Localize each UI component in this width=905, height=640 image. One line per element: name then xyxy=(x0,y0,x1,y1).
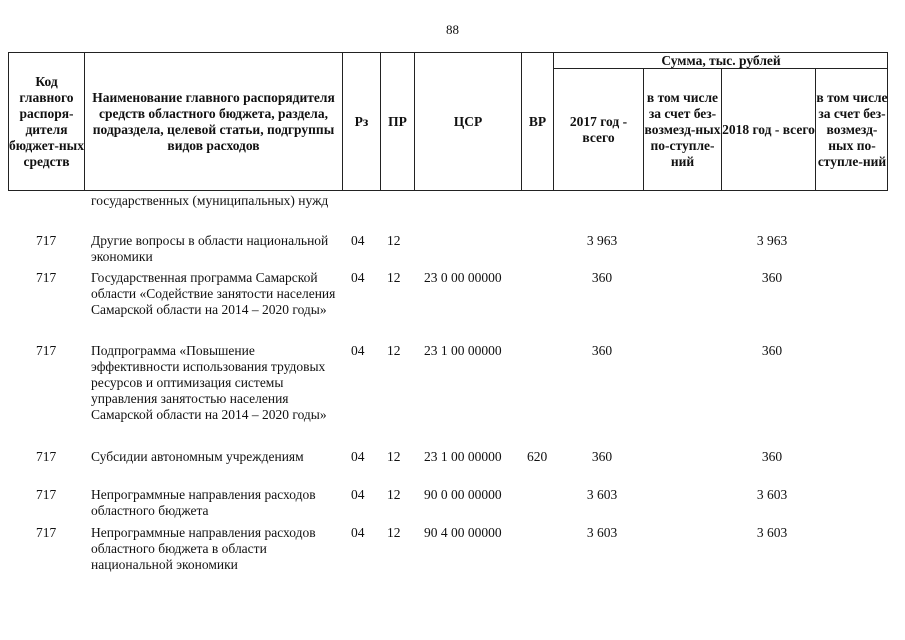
row-rz: 04 xyxy=(351,233,365,248)
row-pr: 12 xyxy=(387,270,401,285)
row-sum-2017: 360 xyxy=(591,270,613,285)
row-csr: 23 0 00 00000 xyxy=(424,270,502,285)
header-name: Наименование главного распорядителя средств областного бюджета, раздела, подраздела, целевой статьи, подгруппы видов расходов xyxy=(92,89,335,153)
header-2018-incl: в том числе за счет без-возмезд-ных по-ступле-ний xyxy=(816,89,888,169)
header-rz: Рз xyxy=(354,113,369,129)
table-header xyxy=(8,52,888,191)
row-sum-2017: 360 xyxy=(591,343,613,358)
row-name: Непрограммные направления расходов областного бюджета в области национальной экономики xyxy=(91,525,316,572)
row-pr: 12 xyxy=(387,449,401,464)
row-sum-2017: 3 603 xyxy=(586,525,618,540)
row-sum-2018: 360 xyxy=(761,270,783,285)
header-vr: ВР xyxy=(528,113,547,129)
row-name: государственных (муниципальных) нужд xyxy=(91,193,329,208)
row-sum-2018: 3 963 xyxy=(756,233,788,248)
row-sum-2017: 3 603 xyxy=(586,487,618,502)
row-csr: 90 4 00 00000 xyxy=(424,525,502,540)
row-pr: 12 xyxy=(387,487,401,502)
row-rz: 04 xyxy=(351,343,365,358)
header-2018-total: 2018 год - всего xyxy=(722,121,815,137)
row-name: Подпрограмма «Повышение эффективности использования трудовых ресурсов и оптимизация системы управления занятостью населения Самарской области на 2014 – 2020 годы» xyxy=(91,343,327,422)
row-csr: 90 0 00 00000 xyxy=(424,487,502,502)
row-code: 717 xyxy=(36,343,57,358)
header-code: Код главного распоря-дителя бюджет-ных средств xyxy=(9,73,84,169)
row-vr: 620 xyxy=(527,449,548,464)
row-csr: 23 1 00 00000 xyxy=(424,449,502,464)
row-csr: 23 1 00 00000 xyxy=(424,343,502,358)
row-sum-2018: 3 603 xyxy=(756,525,788,540)
row-pr: 12 xyxy=(387,343,401,358)
row-name: Другие вопросы в области национальной экономики xyxy=(91,233,329,264)
row-name: Субсидии автономным учреждениям xyxy=(91,449,304,464)
page-number: 88 xyxy=(446,22,459,37)
header-pr: ПР xyxy=(388,113,407,129)
row-rz: 04 xyxy=(351,487,365,502)
row-sum-2018: 360 xyxy=(761,343,783,358)
row-sum-2018: 3 603 xyxy=(756,487,788,502)
header-sum: Сумма, тыс. рублей xyxy=(661,52,781,68)
header-csr: ЦСР xyxy=(453,113,483,129)
row-code: 717 xyxy=(36,525,57,540)
row-code: 717 xyxy=(36,270,57,285)
row-sum-2017: 360 xyxy=(591,449,613,464)
row-name: Государственная программа Самарской области «Содействие занятости населения Самарской области на 2014 – 2020 годы» xyxy=(91,270,336,317)
row-code: 717 xyxy=(36,449,57,464)
row-code: 717 xyxy=(36,233,57,248)
row-rz: 04 xyxy=(351,449,365,464)
header-2017-total: 2017 год - всего xyxy=(569,113,628,145)
row-rz: 04 xyxy=(351,525,365,540)
row-code: 717 xyxy=(36,487,57,502)
row-name: Непрограммные направления расходов областного бюджета xyxy=(91,487,316,518)
row-pr: 12 xyxy=(387,233,401,248)
row-sum-2017: 3 963 xyxy=(586,233,618,248)
row-sum-2018: 360 xyxy=(761,449,783,464)
row-rz: 04 xyxy=(351,270,365,285)
header-2017-incl: в том числе за счет без-возмезд-ных по-ступле-ний xyxy=(644,89,721,169)
row-pr: 12 xyxy=(387,525,401,540)
